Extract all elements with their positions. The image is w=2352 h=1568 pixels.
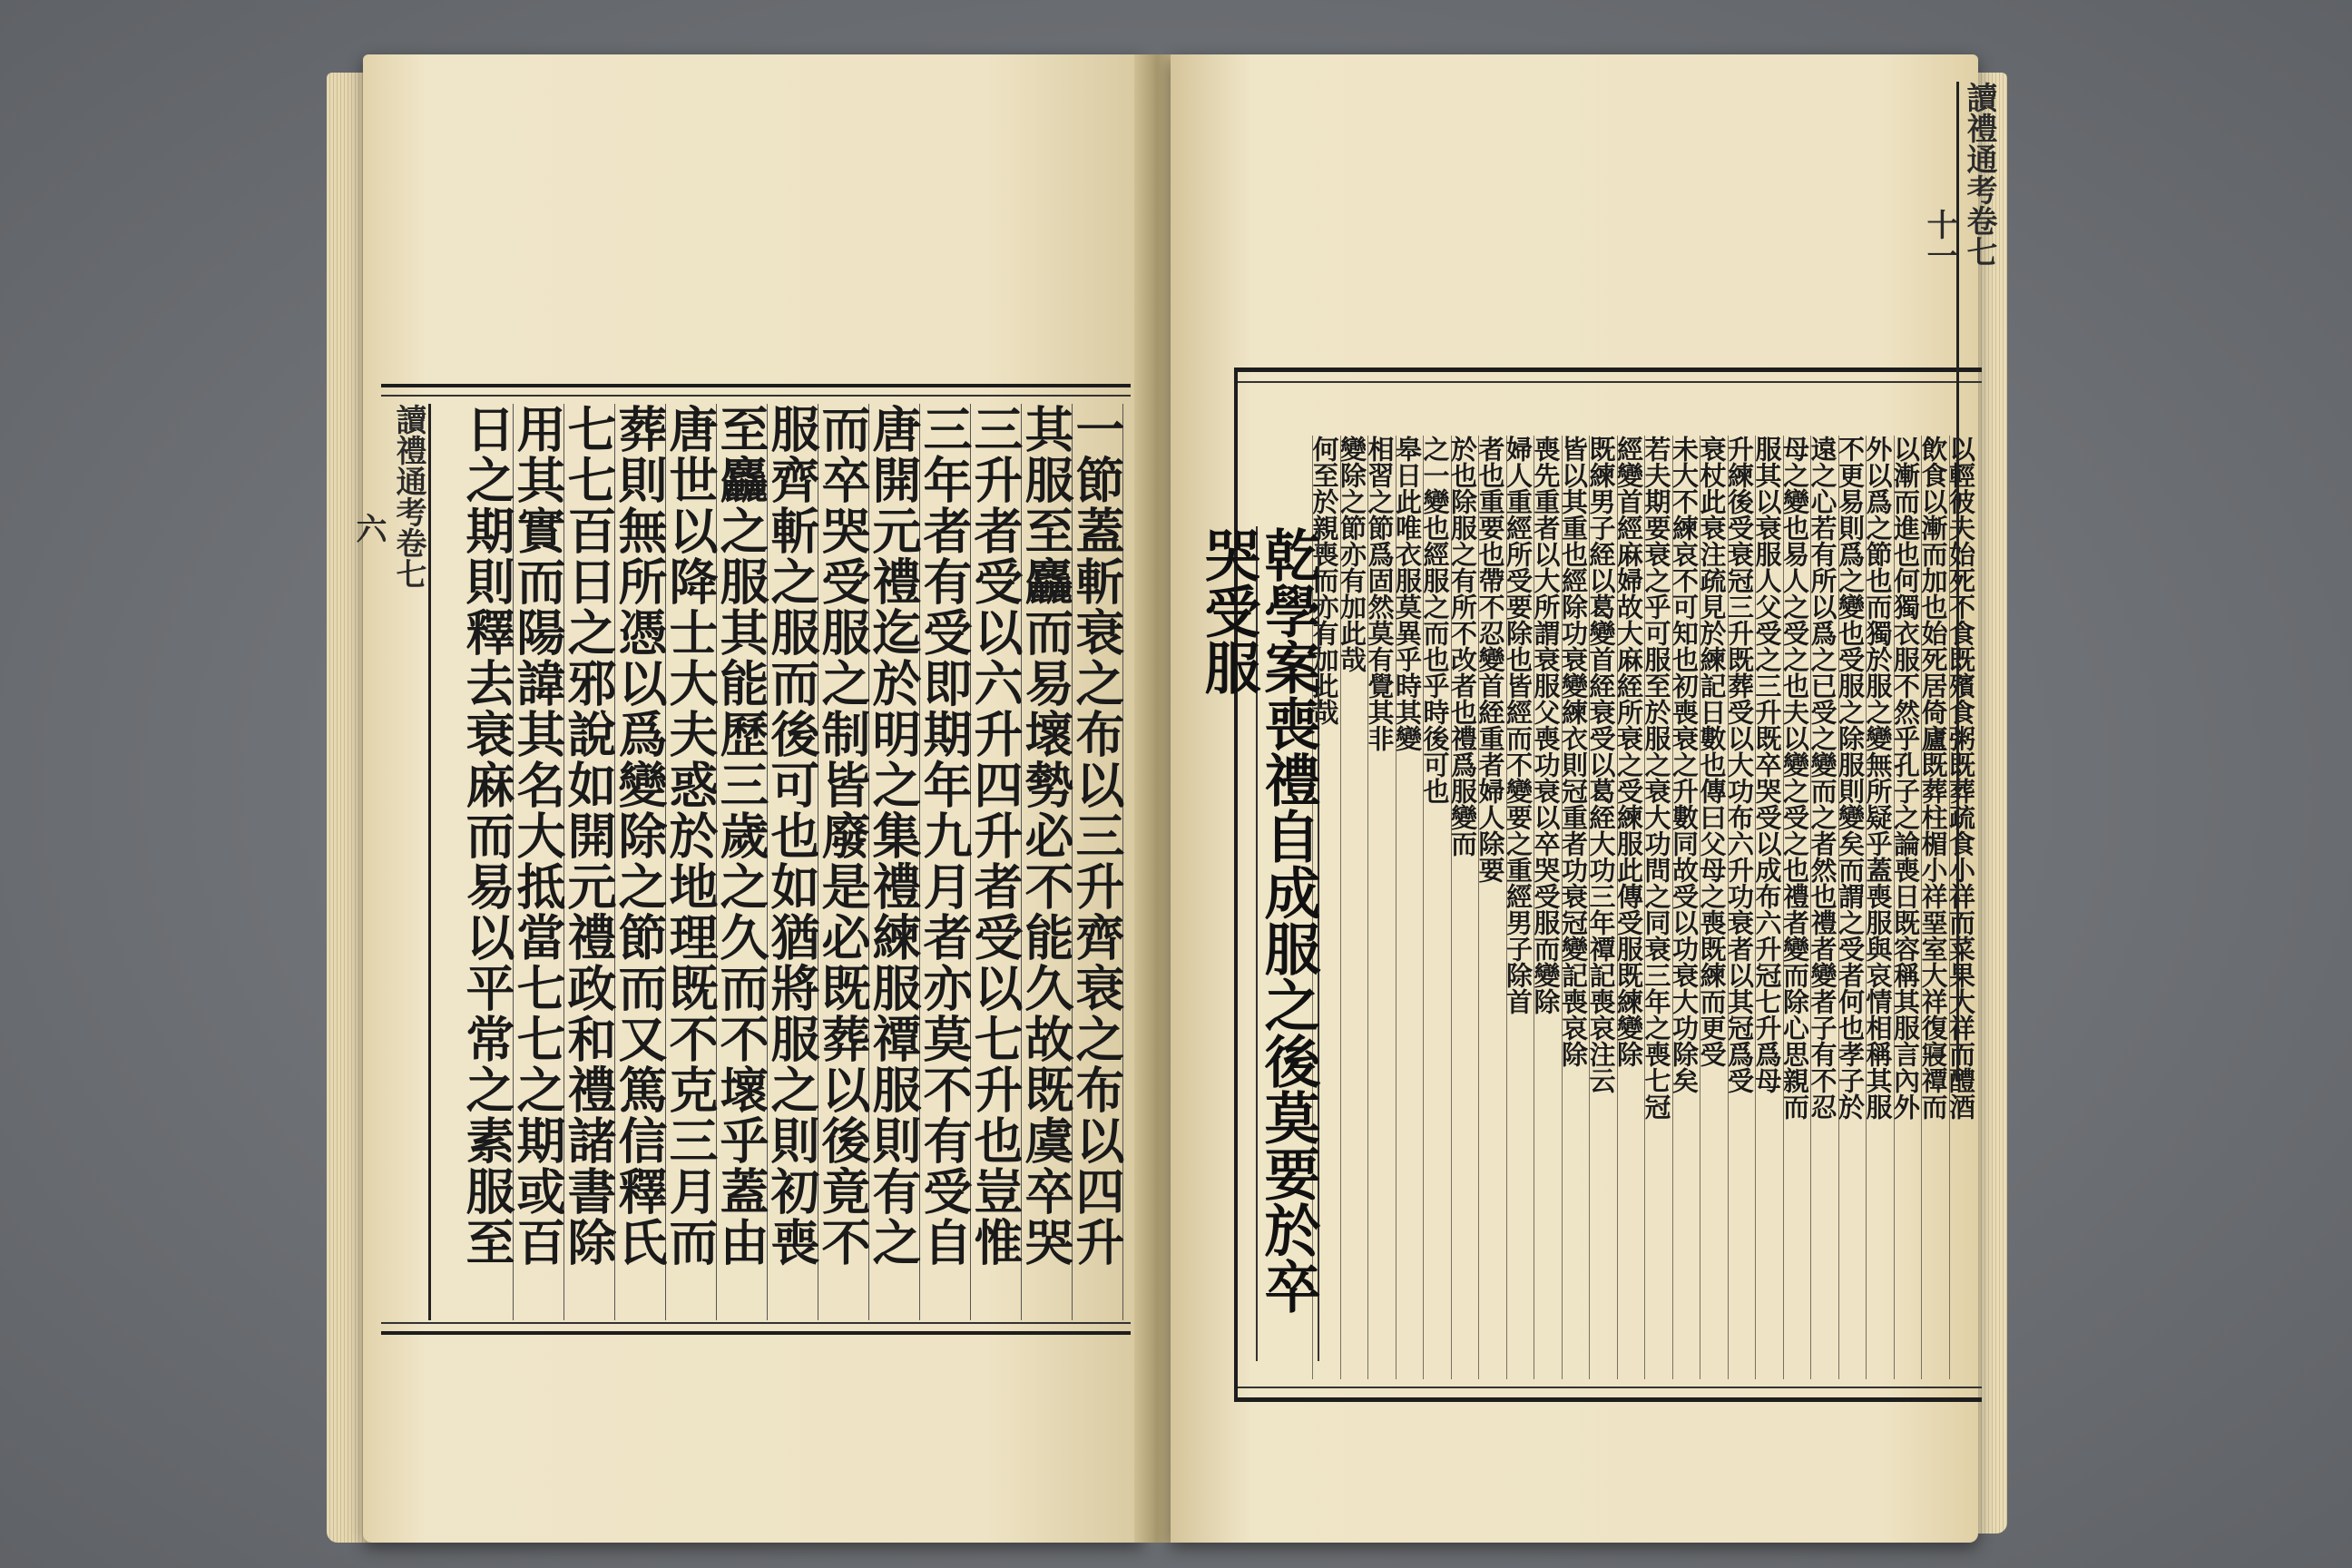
left-text-column: 一節蓋斬衰之布以三升齊衰之布以四升 [1073,404,1123,1320]
right-text-column: 遠之心若有所以爲之已受之變而之者然也禮者變者子有不忍 [1810,436,1838,1379]
right-text-column: 婦人重經所受要除也皆經而不變要之重經男子除首 [1506,436,1534,1379]
right-margin-label: 讀禮通考卷七 十一 [1956,82,1999,1080]
right-text-column: 以輕彼夫始死不食既殯食粥既葬疏食小祥而菜果大祥而醴酒 [1949,436,1977,1379]
left-folio: 六 [350,513,387,544]
right-text-column: 皋日此唯衣服莫異乎時其變 [1396,436,1424,1379]
right-text-column: 服其以衰服人父受之三升既卒哭受以成布六升冠七升爲母 [1755,436,1783,1379]
right-text-column: 母之變也易人之受之也夫以變之受之也禮者變而除心思親而 [1783,436,1811,1379]
right-folio: 十一 [1921,209,1957,270]
open-book [327,54,1996,1543]
right-text-column: 飲食以漸而加也始死居倚廬既葬柱楣小祥堊室大祥復寢禫而 [1921,436,1949,1379]
left-text-column: 其服至麤而易壞勢必不能久故既虞卒哭 [1022,404,1073,1320]
left-text-column: 唐開元禮迄於明之集禮練服禫服則有之 [869,404,920,1320]
left-text-column: 用其實而陽諱其名大抵當七七之期或百 [514,404,564,1320]
left-text-column: 唐世以降士大夫惑於地理既不克三月而 [666,404,717,1320]
right-text-column: 以漸而進也何獨衣服不然乎孔子之論喪日既容稱其服言內外 [1894,436,1922,1379]
right-text-column: 經變首經麻婦故大麻絰所衰之受練服此傳受服既練變除 [1617,436,1645,1379]
right-text-column: 相習之節爲固然莫有覺其非 [1367,436,1396,1379]
right-text-column: 喪先重者以大所謂衰服父喪功衰以卒哭受服而變除 [1534,436,1562,1379]
left-text-column: 至麤之服其能歷三歲之久而不壞乎蓋由 [717,404,768,1320]
right-text-column: 未大不練哀不可知也初喪衰之升數同故受以功衰大功除矣 [1672,436,1700,1379]
left-text-column: 七七百日之邪說如開元禮政和禮諸書除 [564,404,615,1320]
right-text-column: 衰杖此衰注疏見於練記日數也傳曰父母之喪既練而更受 [1700,436,1728,1379]
left-margin-label: 讀禮通考卷七 六 [388,404,431,1320]
left-text-column: 而卒哭受服之制皆廢是必既葬以後竟不 [818,404,869,1320]
right-text-column: 者也重要也帶不忍變首絰重者婦人除要 [1478,436,1506,1379]
right-heading: 乾學案喪禮自成服之後莫要於卒哭受服 [1256,526,1319,1361]
right-text-column: 皆以其重也經除功衰變練衣則冠重者功衰冠變記喪哀除 [1562,436,1590,1379]
left-text-column: 三年者有受即期年九月者亦莫不有受自 [920,404,971,1320]
right-text-column: 何至於親喪而亦有加此哉 [1312,436,1340,1379]
left-text-column: 服齊斬之服而後可也如猶將服之則初喪 [768,404,818,1320]
right-text-frame [1195,368,1982,1402]
right-text-column: 既練男子絰以葛變首絰衰受以葛絰大功三年禫記喪哀注云 [1589,436,1617,1379]
right-text-column: 外以爲之節也而獨於服之變無所疑乎蓋喪服與哀情相稱其服 [1866,436,1894,1379]
right-text-column: 變除之節亦有加此哉 [1340,436,1368,1379]
right-text-column: 升練後受衰冠三升既葬受以大功布六升功衰者以其冠爲受 [1728,436,1756,1379]
left-text-column: 三升者受以六升四升者受以七升也豈惟 [971,404,1022,1320]
left-text-frame [350,384,1131,1335]
left-text-column: 葬則無所憑以爲變除之節而又篤信釋氏 [615,404,666,1320]
right-text-column: 之一變也經服之而也乎時後可也 [1423,436,1451,1379]
right-text-column: 若夫期要衰之乎可服至於服之衰大功問之同衰三年之喪七冠 [1644,436,1672,1379]
left-text-column: 日之期則釋去衰麻而易以平常之素服至 [463,404,514,1320]
right-text-column: 於也除服之有所不改者也禮爲服變而 [1451,436,1479,1379]
right-text-column: 不更易則爲之變也受服之除服則變矣而謂之受者何也孝子於 [1838,436,1867,1379]
